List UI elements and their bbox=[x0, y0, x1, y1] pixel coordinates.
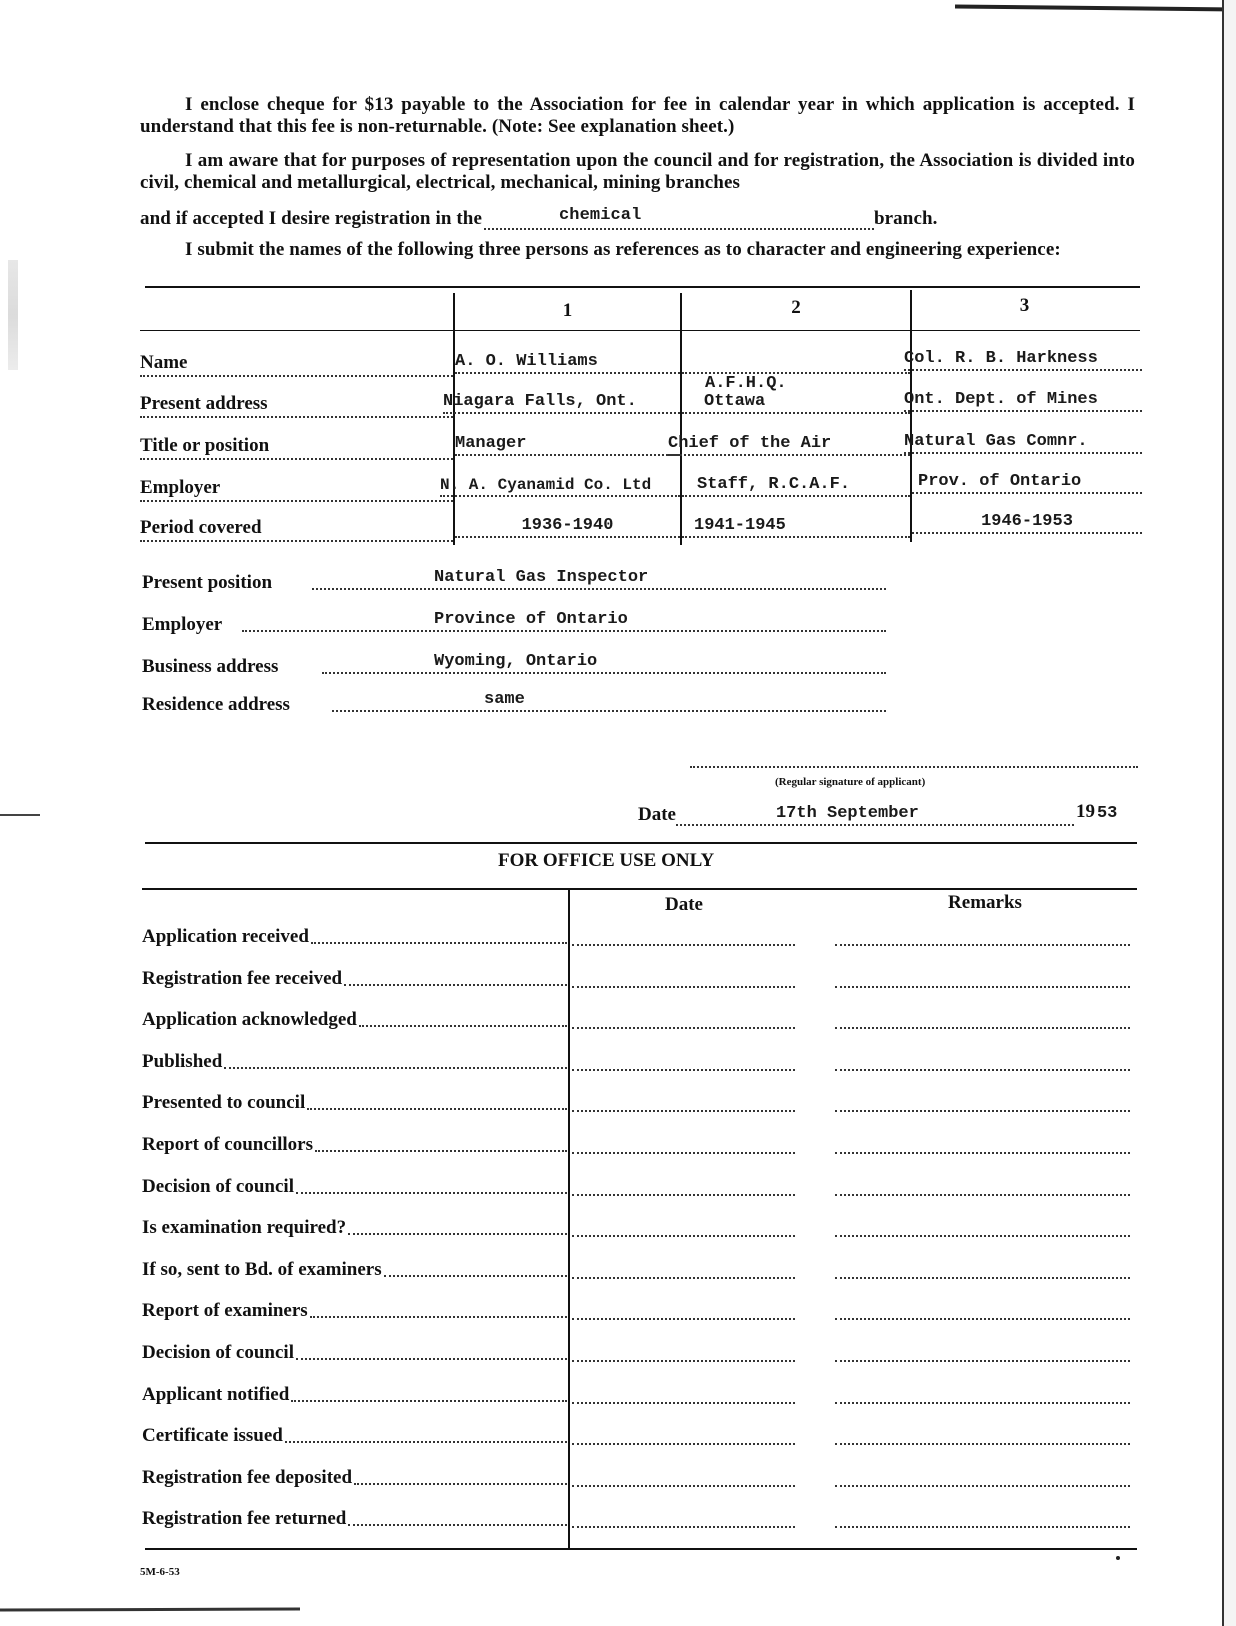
references-top-rule bbox=[145, 286, 1140, 288]
row-label-title: Title or position bbox=[140, 436, 453, 460]
office-row-label bbox=[142, 924, 567, 948]
office-row-label bbox=[142, 1049, 567, 1073]
office-header-rule bbox=[142, 888, 1137, 890]
office-row-label bbox=[142, 1298, 567, 1322]
office-row-text: If so, sent to Bd. of examiners bbox=[142, 1259, 382, 1280]
office-row-text: Application received bbox=[142, 926, 309, 947]
present-position-label: Present position bbox=[142, 572, 273, 593]
scan-dot bbox=[1116, 1556, 1120, 1560]
present-position-field[interactable]: Natural Gas Inspector bbox=[312, 566, 886, 590]
office-row-text: Report of examiners bbox=[142, 1300, 308, 1321]
office-col-date: Date bbox=[665, 894, 703, 915]
ref1-title[interactable]: Manager bbox=[455, 432, 680, 456]
ref-col-3-header: 3 bbox=[1019, 295, 1030, 316]
office-row-leader bbox=[224, 1067, 567, 1069]
office-date-field[interactable] bbox=[572, 1152, 795, 1154]
office-row-label bbox=[142, 1090, 567, 1114]
ref3-address[interactable]: Ont. Dept. of Mines bbox=[904, 388, 1142, 412]
office-date-field[interactable] bbox=[572, 1194, 795, 1196]
ref2-period[interactable]: 1941-1945 bbox=[682, 514, 910, 538]
office-date-field[interactable] bbox=[572, 944, 795, 946]
office-row-leader bbox=[315, 1150, 567, 1152]
office-col-remarks: Remarks bbox=[948, 892, 1022, 913]
scan-edge-right bbox=[1222, 0, 1236, 1626]
ref2-address[interactable]: Ottawa bbox=[682, 390, 910, 414]
office-row-leader bbox=[285, 1441, 567, 1443]
office-row-label bbox=[142, 1382, 567, 1406]
scan-smudge bbox=[8, 260, 18, 370]
signature-line[interactable] bbox=[690, 766, 1138, 768]
office-row-label bbox=[142, 1257, 567, 1281]
office-row-label bbox=[142, 1007, 567, 1031]
office-col-divider bbox=[568, 888, 570, 1548]
fee-paragraph: I enclose cheque for $13 payable to the Association for fee in calendar year in which application is accepted. I understand that this fee is non-returnable. (Note: See explanation sheet.) bbox=[140, 94, 1135, 137]
office-remarks-field[interactable] bbox=[835, 1194, 1130, 1196]
date-label: Date bbox=[638, 804, 676, 825]
row-label-address: Present address bbox=[140, 394, 453, 418]
office-date-field[interactable] bbox=[572, 1360, 795, 1362]
office-remarks-field[interactable] bbox=[835, 1443, 1130, 1445]
ref3-employer[interactable]: Prov. of Ontario bbox=[912, 470, 1142, 494]
office-remarks-field[interactable] bbox=[835, 1485, 1130, 1487]
office-row-text: Registration fee returned bbox=[142, 1508, 347, 1529]
office-date-field[interactable] bbox=[572, 1402, 795, 1404]
employer-label: Employer bbox=[142, 614, 223, 635]
office-row-leader bbox=[354, 1483, 567, 1485]
branches-paragraph: I am aware that for purposes of representation upon the council and for registration, the Association is divided into civil, chemical and metallurgical, electrical, mechanical, mining branches bbox=[140, 150, 1135, 193]
office-date-field[interactable] bbox=[572, 986, 795, 988]
year-prefix: 19 bbox=[1075, 801, 1095, 822]
office-date-field[interactable] bbox=[572, 1235, 795, 1237]
ref3-name[interactable]: Col. R. B. Harkness bbox=[904, 347, 1142, 371]
ref2-title[interactable]: Chief of the Air bbox=[668, 432, 910, 456]
office-remarks-field[interactable] bbox=[835, 1027, 1130, 1029]
scan-mark bbox=[0, 814, 40, 816]
branch-prefix: and if accepted I desire registration in the bbox=[140, 208, 482, 229]
branch-field[interactable] bbox=[484, 208, 874, 230]
references-paragraph: I submit the names of the following three persons as references as to character and engineering experience: bbox=[185, 239, 1061, 260]
office-row-text: Application acknowledged bbox=[142, 1009, 357, 1030]
office-date-field[interactable] bbox=[572, 1069, 795, 1071]
office-title: FOR OFFICE USE ONLY bbox=[498, 850, 715, 871]
office-remarks-field[interactable] bbox=[835, 944, 1130, 946]
date-field[interactable] bbox=[676, 801, 1118, 826]
office-remarks-field[interactable] bbox=[835, 986, 1130, 988]
office-row-text: Is examination required? bbox=[142, 1217, 347, 1238]
office-top-rule bbox=[145, 842, 1137, 844]
ref-col-2-header: 2 bbox=[791, 297, 801, 318]
business-address-field[interactable]: Wyoming, Ontario bbox=[322, 650, 886, 674]
references-header-rule bbox=[140, 330, 1140, 331]
row-label-period: Period covered bbox=[140, 518, 453, 542]
office-row-leader bbox=[344, 984, 567, 986]
office-row-leader bbox=[296, 1192, 567, 1194]
form-code: 5M-6-53 bbox=[140, 1566, 180, 1578]
office-row-leader bbox=[291, 1400, 567, 1402]
office-date-field[interactable] bbox=[572, 1526, 795, 1528]
office-remarks-field[interactable] bbox=[835, 1069, 1130, 1071]
office-row-leader bbox=[359, 1025, 567, 1027]
office-remarks-field[interactable] bbox=[835, 1360, 1130, 1362]
ref2-name[interactable] bbox=[682, 350, 910, 374]
office-row-text: Registration fee deposited bbox=[142, 1467, 353, 1488]
office-row-leader bbox=[348, 1233, 567, 1235]
col-divider-3 bbox=[910, 290, 912, 542]
row-label-name: Name bbox=[140, 353, 453, 377]
residence-address-field[interactable]: same bbox=[332, 688, 886, 712]
branch-line bbox=[140, 208, 1135, 230]
ref-col-1-header: 1 bbox=[562, 300, 573, 321]
office-row-leader bbox=[311, 942, 567, 944]
office-row-text: Decision of council bbox=[142, 1342, 294, 1363]
office-row-text: Certificate issued bbox=[142, 1425, 283, 1446]
scan-edge-top bbox=[955, 5, 1236, 12]
ref1-employer[interactable]: N. A. Cyanamid Co. Ltd bbox=[440, 473, 680, 497]
signature-caption: (Regular signature of applicant) bbox=[775, 776, 926, 788]
office-date-field[interactable] bbox=[572, 1110, 795, 1112]
ref1-period[interactable]: 1936-1940 bbox=[455, 514, 680, 538]
col-divider-2 bbox=[680, 293, 682, 545]
ref1-name[interactable]: A. O. Williams bbox=[455, 350, 680, 374]
col-divider-1 bbox=[453, 293, 455, 545]
office-row-label bbox=[142, 1506, 567, 1530]
office-date-field[interactable] bbox=[572, 1027, 795, 1029]
ref1-address[interactable]: Niagara Falls, Ont. bbox=[443, 390, 680, 414]
office-row-text: Published bbox=[142, 1051, 223, 1072]
office-row-text: Presented to council bbox=[142, 1092, 306, 1113]
office-row-leader bbox=[348, 1524, 567, 1526]
office-remarks-field[interactable] bbox=[835, 1526, 1130, 1528]
office-row-text: Applicant notified bbox=[142, 1384, 290, 1405]
ref3-period[interactable]: 1946-1953 bbox=[912, 510, 1142, 534]
office-row-leader bbox=[296, 1358, 567, 1360]
office-remarks-field[interactable] bbox=[835, 1152, 1130, 1154]
date-value: 17th September bbox=[775, 804, 919, 823]
year-value: 53 bbox=[1096, 804, 1118, 823]
office-row-text: Report of councillors bbox=[142, 1134, 313, 1155]
office-row-leader bbox=[307, 1108, 567, 1110]
office-row-label bbox=[142, 1174, 567, 1198]
office-remarks-field[interactable] bbox=[835, 1277, 1130, 1279]
residence-address-label: Residence address bbox=[142, 694, 290, 715]
office-row-text: Registration fee received bbox=[142, 968, 343, 989]
office-remarks-field[interactable] bbox=[835, 1318, 1130, 1320]
branch-suffix: branch. bbox=[873, 208, 938, 229]
office-row-label bbox=[142, 1423, 567, 1447]
branch-value: chemical bbox=[558, 206, 642, 225]
ref3-title[interactable]: Natural Gas Comnr. bbox=[904, 430, 1142, 454]
office-date-field[interactable] bbox=[572, 1318, 795, 1320]
office-remarks-field[interactable] bbox=[835, 1402, 1130, 1404]
row-label-employer: Employer bbox=[140, 478, 453, 502]
office-remarks-field[interactable] bbox=[835, 1235, 1130, 1237]
office-row-text: Decision of council bbox=[142, 1176, 294, 1197]
date-line bbox=[638, 800, 1118, 826]
office-bottom-rule bbox=[145, 1548, 1137, 1550]
office-row-label bbox=[142, 1215, 567, 1239]
office-date-field[interactable] bbox=[572, 1443, 795, 1445]
office-row-label bbox=[142, 1465, 567, 1489]
business-address-label: Business address bbox=[142, 656, 279, 677]
office-row-label bbox=[142, 1340, 567, 1364]
office-row-label bbox=[142, 966, 567, 990]
office-row-label bbox=[142, 1132, 567, 1156]
office-row-leader bbox=[384, 1275, 567, 1277]
office-row-leader bbox=[310, 1316, 567, 1318]
office-date-field[interactable] bbox=[572, 1277, 795, 1279]
ref2-employer[interactable]: Staff, R.C.A.F. bbox=[682, 473, 910, 497]
office-date-field[interactable] bbox=[572, 1485, 795, 1487]
ref2-address-line1: A.F.H.Q. bbox=[705, 374, 787, 393]
office-remarks-field[interactable] bbox=[835, 1110, 1130, 1112]
scan-edge-bottom bbox=[0, 1607, 300, 1611]
employer-field[interactable]: Province of Ontario bbox=[242, 608, 886, 632]
